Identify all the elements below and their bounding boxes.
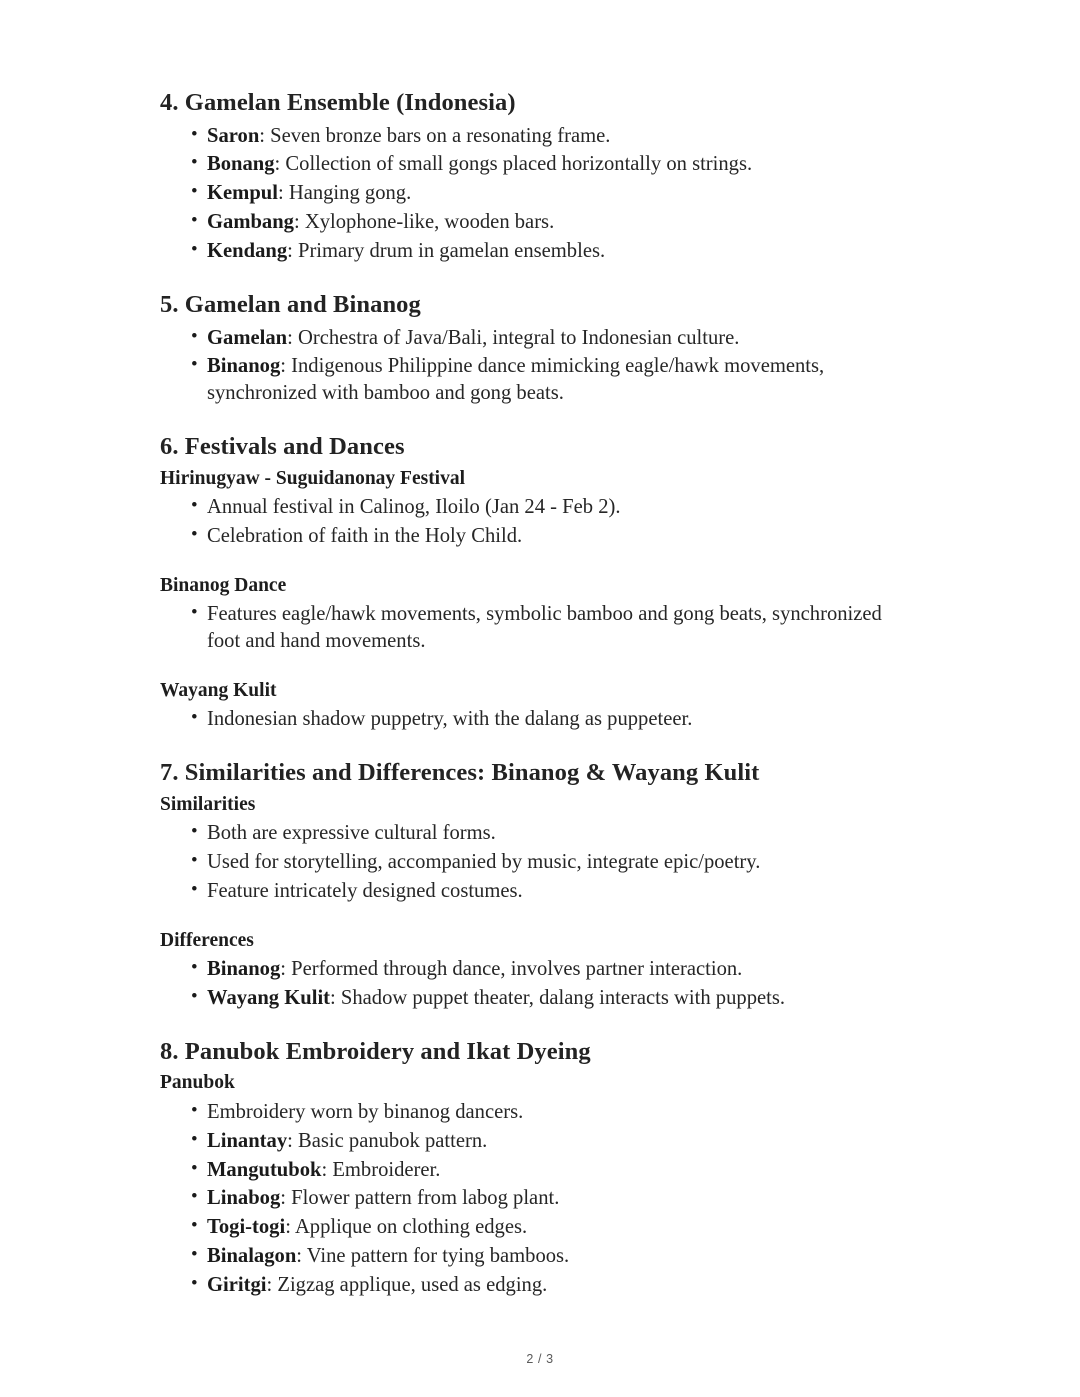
section-heading: 7. Similarities and Differences: Binanog & Wayang Kulit <box>160 759 760 787</box>
list-item-separator: : <box>330 986 341 1009</box>
list-item <box>160 353 908 407</box>
list-item-text: Both are expressive cultural forms. <box>207 822 496 845</box>
bullet-list <box>160 601 908 655</box>
list-item <box>160 1128 908 1155</box>
sub-heading: Similarities <box>160 793 256 815</box>
list-item <box>160 706 908 733</box>
list-item <box>160 209 908 236</box>
section-spacer <box>160 1014 908 1037</box>
list-item-separator: : <box>293 211 305 234</box>
list-item-term: Togi-togi <box>207 1216 286 1239</box>
bullet-list <box>160 123 908 265</box>
sub-heading: Binanog Dance <box>160 574 287 596</box>
list-item-separator: : <box>287 326 298 349</box>
list-item-text: Indonesian shadow puppetry, with the dalang as puppeteer. <box>207 708 693 731</box>
list-item <box>160 1185 908 1212</box>
list-item-text: Zigzag applique, used as edging. <box>277 1274 548 1296</box>
list-item-term: Mangutubok <box>207 1158 322 1181</box>
list-item <box>160 523 908 550</box>
list-item-text: Basic panubok pattern. <box>298 1129 488 1152</box>
list-item-text: Collection of small gongs placed horizontally on strings. <box>285 153 753 176</box>
list-item-separator: : <box>321 1158 333 1181</box>
list-item-text: Xylophone-like, wooden bars. <box>304 211 555 234</box>
list-item-term: Kendang <box>207 240 288 263</box>
list-item-text: Used for storytelling, accompanied by music, integrate epic/poetry. <box>207 851 761 874</box>
list-item <box>160 1214 908 1241</box>
list-item-term: Kempul <box>207 182 278 205</box>
list-item <box>160 1099 908 1126</box>
list-item-separator: : <box>285 1216 295 1239</box>
page-number-footer: 2 / 3 <box>526 1352 554 1366</box>
bullet-list <box>160 1099 908 1299</box>
list-item <box>160 1157 908 1184</box>
list-item <box>160 238 908 265</box>
sub-heading: Panubok <box>160 1072 235 1094</box>
list-item-text: Flower pattern from labog plant. <box>291 1187 560 1210</box>
list-item <box>160 878 908 905</box>
list-item-text: Orchestra of Java/Bali, integral to Indonesian culture. <box>297 326 740 349</box>
list-item <box>160 180 908 207</box>
list-item-text: Features eagle/hawk movements, symbolic bamboo and gong beats, synchronized foot and hand movements. <box>207 603 882 653</box>
list-item-text: Shadow puppet theater, dalang interacts with puppets. <box>340 986 786 1009</box>
list-item-text: Applique on clothing edges. <box>294 1216 528 1239</box>
list-item <box>160 151 908 178</box>
list-item-separator: : <box>274 153 286 176</box>
list-item-text: Performed through dance, involves partner interaction. <box>291 958 743 981</box>
list-item-term: Binanog <box>207 355 281 378</box>
section-heading: 6. Festivals and Dances <box>160 433 405 461</box>
list-item <box>160 849 908 876</box>
list-item-text: Feature intricately designed costumes. <box>207 879 523 902</box>
list-item-text: Annual festival in Calinog, Iloilo (Jan 24 - Feb 2). <box>207 496 621 519</box>
list-item-separator: : <box>280 1187 292 1210</box>
list-item-separator: : <box>287 1129 298 1152</box>
section-heading: 8. Panubok Embroidery and Ikat Dyeing <box>160 1037 591 1065</box>
list-item-term: Binalagon <box>207 1245 297 1268</box>
list-item-term: Bonang <box>207 153 275 176</box>
list-item-text: Celebration of faith in the Holy Child. <box>207 524 523 547</box>
list-item-text: Hanging gong. <box>288 182 412 205</box>
list-item-text: Vine pattern for tying bamboos. <box>306 1245 570 1268</box>
list-item-term: Gambang <box>207 211 294 234</box>
bullet-list <box>160 706 908 733</box>
list-item <box>160 123 908 150</box>
list-item-term: Wayang Kulit <box>207 986 331 1009</box>
list-item-term: Linantay <box>207 1129 288 1152</box>
list-item <box>160 1243 908 1270</box>
section-spacer <box>160 735 908 758</box>
list-item <box>160 956 908 983</box>
section-heading: 5. Gamelan and Binanog <box>160 290 421 318</box>
sub-heading: Wayang Kulit <box>160 679 277 701</box>
bullet-list <box>160 820 908 905</box>
list-item <box>160 985 908 1012</box>
list-item <box>160 325 908 352</box>
section-spacer <box>160 267 908 290</box>
list-item-term: Gamelan <box>207 326 288 349</box>
list-item-separator: : <box>259 124 271 147</box>
document-body <box>160 88 908 1301</box>
list-item <box>160 820 908 847</box>
list-item-separator: : <box>266 1274 278 1296</box>
list-item <box>160 494 908 521</box>
list-item <box>160 1272 908 1299</box>
section-heading: 4. Gamelan Ensemble (Indonesia) <box>160 89 516 116</box>
sub-heading: Hirinugyaw - Suguidanonay Festival <box>160 467 466 489</box>
list-item <box>160 601 908 655</box>
list-item-text: Primary drum in gamelan ensembles. <box>298 240 606 263</box>
list-item-separator: : <box>280 355 292 378</box>
list-item-text: Embroidery worn by binanog dancers. <box>207 1100 524 1123</box>
list-item-term: Saron <box>207 124 260 147</box>
subsection-spacer <box>160 907 908 929</box>
sub-heading: Differences <box>160 929 254 951</box>
list-item-term: Giritgi <box>207 1274 267 1296</box>
list-item-text: Indigenous Philippine dance mimicking eagle/hawk movements, synchronized with bamboo and gong beats. <box>207 355 825 405</box>
list-item-separator: : <box>280 958 292 981</box>
bullet-list <box>160 325 908 408</box>
subsection-spacer <box>160 657 908 679</box>
subsection-spacer <box>160 552 908 574</box>
section-spacer <box>160 409 908 432</box>
bullet-list <box>160 494 908 550</box>
list-item-separator: : <box>277 182 289 205</box>
list-item-text: Embroiderer. <box>332 1158 441 1181</box>
list-item-text: Seven bronze bars on a resonating frame. <box>270 124 611 147</box>
bullet-list <box>160 956 908 1012</box>
list-item-separator: : <box>287 240 298 263</box>
list-item-term: Linabog <box>207 1187 281 1210</box>
list-item-term: Binanog <box>207 958 281 981</box>
list-item-separator: : <box>296 1245 307 1268</box>
